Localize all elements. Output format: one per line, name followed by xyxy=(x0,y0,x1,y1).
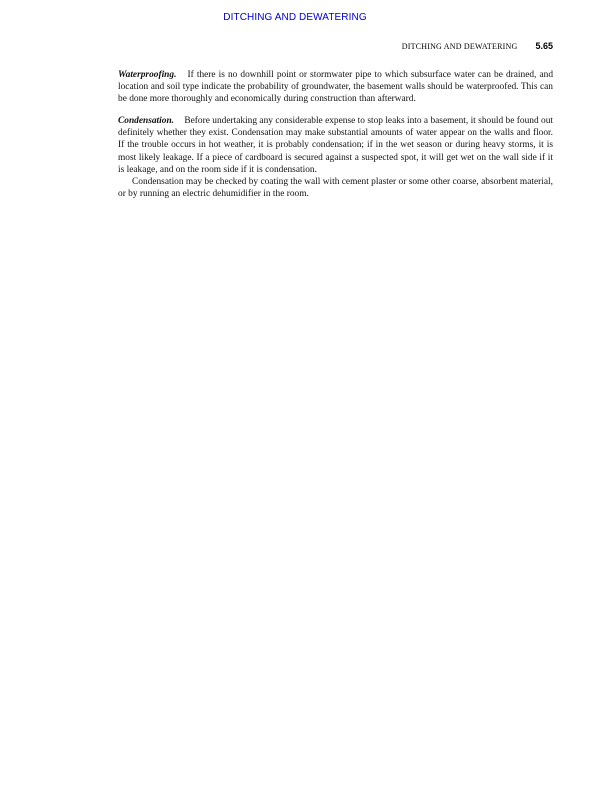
page-number: 5.65 xyxy=(535,41,553,51)
section-heading-condensation: Condensation. xyxy=(118,116,175,127)
paragraph-condensation-continued: Condensation may be checked by coating the wall with cement plaster or some other coarse, absorbent material, or by running an electric dehumidifier in the room. xyxy=(118,176,553,199)
running-header xyxy=(402,41,553,51)
paragraph-waterproofing xyxy=(118,69,553,105)
section-heading-waterproofing: Waterproofing. xyxy=(118,70,177,80)
paragraph-condensation xyxy=(118,115,553,175)
page-body xyxy=(118,69,553,200)
document-title-link[interactable]: DITCHING AND DEWATERING xyxy=(223,12,367,23)
running-header-title: DITCHING AND DEWATERING xyxy=(401,42,518,51)
paragraph-text: Before undertaking any considerable expense to stop leaks into a basement, it should be found out definitely whether they exist. Condensation may make substantial amounts of water appear on the walls and floor. If the trouble occurs in hot weather, it is probably condensation; if in the wet season or during heavy storms, it is most likely leakage. If a piece of cardboard is secured against a suspected spot, it will get wet on the wall side if it is leakage, and on the room side if it is condensation. xyxy=(118,116,553,175)
paragraph-text: If there is no downhill point or stormwater pipe to which subsurface water can be drained, and location and soil type indicate the probability of groundwater, the basement walls should be waterproofed. This can be done more thoroughly and economically during construction than afterward. xyxy=(118,70,554,105)
